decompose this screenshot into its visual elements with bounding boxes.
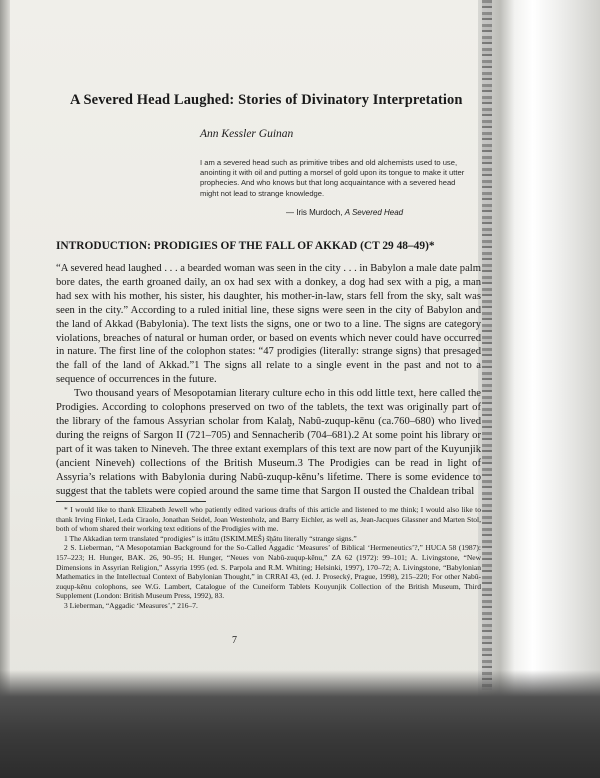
epigraph-quote: I am a severed head such as primitive tribes and old alchemists used to use, anointing it with oil and putting a morsel of gold upon its tongue to make it utter prophecies. And who knows but that long acquaintance with a severed head might not lead to strange knowledge.: [200, 158, 465, 198]
epigraph-attribution: [286, 208, 403, 217]
binding-edge-shadow: [478, 0, 600, 778]
paragraph: Two thousand years of Mesopotamian literary culture echo in this odd little text, here called the Prodigies. According to colophons preserved on two of the tablets, the text was originally part of the library of the famous Assyrian scholar from Kalaḫ, Nabû-zuqup-kēnu (ca.760–680) who lived during the reigns of Sargon II (721–705) and Sennacherib (704–681).2 At some point his library or part of it was taken to Nineveh. The three extant exemplars of this text are now part of the Kuyunjik (ancient Nineveh) collections of the British Museum.3 The Prodigies can be read in light of Assyria’s relations with Babylonia during Nabû-zuqup-kēnu’s lifetime. There is some evidence to suggest that the tablets were copied around the same time that Sargon II ousted the Chaldean tribal: [56, 388, 481, 497]
epigraph-work: A Severed Head: [344, 208, 404, 217]
footnotes: [56, 505, 481, 611]
left-edge-shadow: [0, 0, 10, 778]
article-title: A Severed Head Laughed: Stories of Divinatory Interpretation: [70, 92, 463, 108]
footnote: 3 Lieberman, “Aggadic ‘Measures’,” 216–7.: [64, 600, 198, 610]
paragraph: “A severed head laughed . . . a bearded woman was seen in the city . . . in Babylon a male date palm bore dates, the earth groaned daily, an ox had sex with a donkey, a dog had sex with a pig, a man had sex with his mother, his sister, his daughter, his mother-in-law, stars fell from the sky, salt was seen in the city.” According to a ruled initial line, these signs were seen in the city of Babylon and the land of Akkad (Babylonia). The text lists the signs, one or two to a line. The signs are category violations, breaches of natural or human order, or based on events which never could have occurred in nature. The first line of the colophon states: “47 prodigies (literally: strange signs) that presaged the fall of the land of Akkad.”1 The signs all relate to a single event in the past and not to a sequence of occurrences in the future.: [56, 263, 481, 386]
bottom-scan-shadow: [0, 670, 600, 778]
epigraph-author: Iris Murdoch,: [296, 208, 343, 217]
footnote-rule: [56, 501, 206, 502]
author-name: Ann Kessler Guinan: [200, 128, 294, 140]
footnote: 1 The Akkadian term translated “prodigies” is ittātu (ISKIM.MEŠ) šḫâtu literally “strange signs.”: [64, 533, 357, 543]
footnote: * I would like to thank Elizabeth Jewell who patiently edited various drafts of this article and listened to me think; I would also like to thank Irving Finkel, Leda Ciraolo, Jonathan Seidel, Joan Westenholz, and Barry Eichler, as well as, Jean-Jacques Glassner and Marten Stol, both of whom shared their working text editions of the Prodigies with me.: [56, 505, 481, 534]
footnote: 2 S. Lieberman, “A Mesopotamian Background for the So-Called Aggadic ‘Measures’ of Biblical ‘Hermeneutics’?,” HUCA 58 (1987): 157–223; H. Hunger, BAK. 26, 90–95; H. Hunger, “Neues von Nabû-zuqup-kēnu,” ZA 62 (1972): 99–101; A. Livingstone, “New Dimensions in Assyrian Religion,” Assyria 1995 (ed. S. Parpola and R.M. Whiting; Helsinki, 1997), 170–72; A. Livingstone, “Babylonian Mathematics in the Intellectual Context of Babylonian Thought,” in CRRAI 43, (ed. J. Prosecký, Prague, 1998), 215–220; For other Nabû-zuqup-kēnu colophons, see W.G. Lambert, Catalogue of the Cuneiform Tablets Kouyunjik Collection of the British Museum, Third Supplement (London: British Museum Press, 1992), 83.: [56, 543, 481, 601]
page-number: 7: [232, 635, 237, 646]
section-heading: INTRODUCTION: PRODIGIES OF THE FALL OF AKKAD (CT 29 48–49)*: [56, 240, 435, 252]
epigraph-dash: —: [286, 208, 294, 217]
body-text: [56, 262, 481, 498]
